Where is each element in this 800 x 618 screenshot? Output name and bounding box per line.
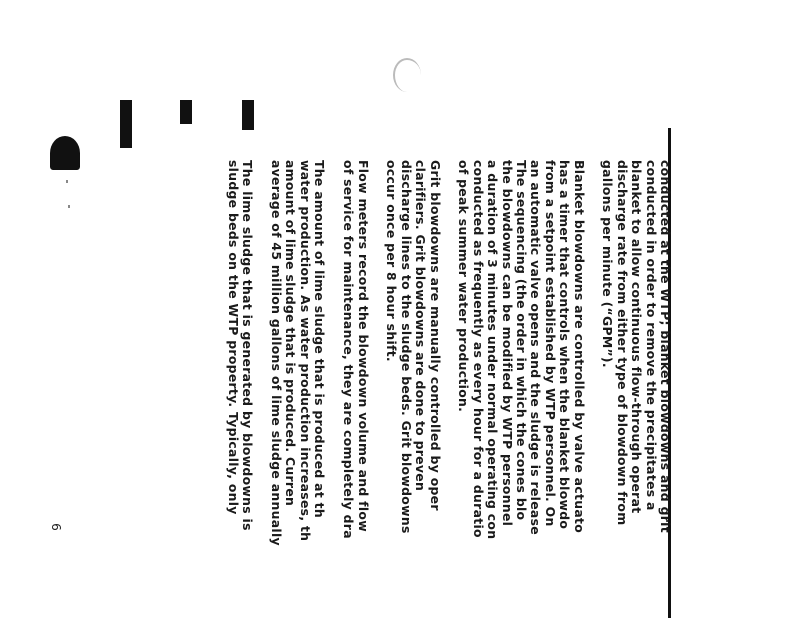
text-line: sludge beds on the WTP property. Typically, only — [225, 160, 241, 515]
text-line: clarifiers. Grit blowdowns are done to preven — [413, 160, 429, 492]
index-tab-2 — [180, 100, 192, 124]
scan-speck — [68, 205, 70, 208]
paragraph-4 — [341, 160, 370, 600]
text-line: discharge lines to the sludge beds. Grit blowdowns — [398, 160, 414, 534]
text-line: has a timer that controls when the blanket blowdo — [557, 160, 573, 530]
text-line: The amount of lime sludge that is produced at th — [312, 160, 328, 519]
text-line: from a setpoint established by WTP personnel. On — [542, 160, 558, 527]
ink-blot — [50, 136, 80, 170]
text-line: an automatic valve opens and the sludge is release — [528, 160, 544, 535]
text-line: Blanket blowdowns are controlled by valve actuato — [571, 160, 587, 534]
paragraph-3 — [384, 160, 442, 600]
text-line: of service for maintenance, they are completely dra — [341, 160, 357, 539]
text-line: the blowdowns can be modified by WTP personnel — [499, 160, 515, 527]
text-line: average of 45 million gallons of lime sludge annually — [269, 160, 285, 546]
document-body — [211, 160, 672, 600]
text-line: blanket to allow continuous flow-through operat — [629, 160, 645, 514]
page-number: 6 — [48, 523, 63, 531]
paragraph-2 — [456, 160, 586, 600]
text-line: water production. As water production increases, th — [297, 160, 313, 542]
index-tab-1 — [120, 100, 132, 148]
text-line: The lime sludge that is generated by blowdowns is — [240, 160, 256, 531]
index-tab-3 — [242, 100, 254, 130]
text-line: amount of lime sludge that is produced. Curren — [283, 160, 299, 507]
text-line: conducted as frequently as every hour for a duratio — [470, 160, 486, 538]
text-line: conducted at the WTP; blanket blowdowns and grit — [658, 160, 673, 533]
text-line: discharge rate from either type of blowdown from — [614, 160, 630, 526]
text-line: Grit blowdowns are manually controlled by oper — [427, 160, 443, 511]
text-line: of peak summer water production. — [456, 160, 472, 413]
text-line: occur once per 8 hour shift. — [384, 160, 400, 362]
text-line: The sequencing (the order in which the cones blo — [513, 160, 529, 521]
text-line: a duration of 3 minutes under normal operating con — [485, 160, 501, 540]
text-line: conducted in order to remove the precipitates a — [643, 160, 659, 511]
paragraph-1 — [600, 160, 672, 600]
paragraph-6 — [225, 160, 254, 600]
scan-speck — [66, 180, 68, 183]
text-line: gallons per minute (“GPM”). — [600, 160, 616, 368]
text-line: Flow meters record the blowdown volume and flow — [355, 160, 371, 532]
paragraph-5 — [269, 160, 327, 600]
punch-hole-mark — [393, 58, 421, 92]
